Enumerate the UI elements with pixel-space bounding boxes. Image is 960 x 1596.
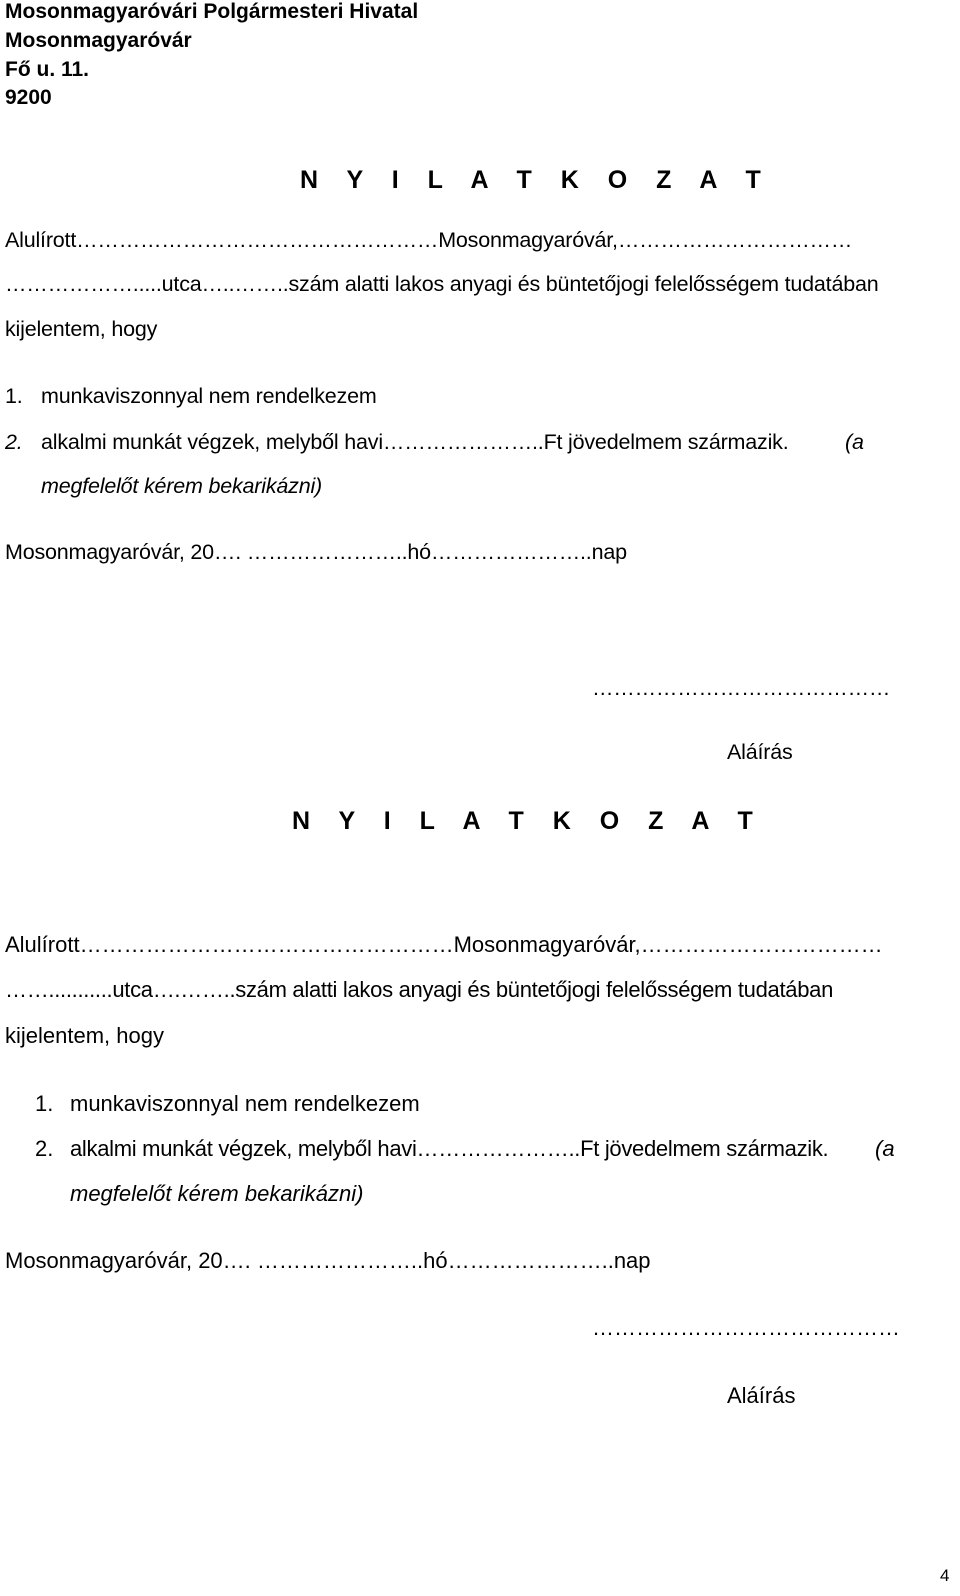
item-2-text: alkalmi munkát végzek, melyből havi…………………..Ft jövedelmem származik. — [70, 1136, 829, 1161]
item-2-text: alkalmi munkát végzek, melyből havi…………………..Ft jövedelmem származik. — [41, 430, 789, 454]
declarant-name-line: Alulírott……………………………………………Mosonmagyaróvár,…………………………… — [5, 932, 883, 957]
item-1-number: 1. — [5, 384, 23, 408]
declarant-statement-line: kijelentem, hogy — [5, 317, 158, 341]
item-1-number: 1. — [35, 1091, 54, 1116]
office-zip: 9200 — [5, 86, 52, 109]
signature-line: …………………………………… — [592, 676, 891, 700]
date-line: Mosonmagyaróvár, 20…. …………………..hó…………………..nap — [5, 540, 627, 564]
signature-label: Aláírás — [727, 1383, 796, 1408]
office-name: Mosonmagyaróvári Polgármesteri Hivatal — [5, 0, 419, 23]
signature-label: Aláírás — [727, 740, 793, 764]
declaration-title: N Y I L A T K O Z A T — [292, 807, 764, 835]
declaration-title: N Y I L A T K O Z A T — [300, 166, 772, 194]
office-city: Mosonmagyaróvár — [5, 29, 192, 52]
item-2-number: 2. — [5, 430, 23, 454]
item-2-note: (a — [875, 1136, 895, 1161]
declarant-address-line: ……...........utca….……..szám alatti lakos anyagi és büntetőjogi felelősségem tudatában — [5, 977, 834, 1002]
date-line: Mosonmagyaróvár, 20…. …………………..hó…………………..nap — [5, 1248, 651, 1273]
page-number: 4 — [940, 1566, 950, 1585]
declarant-address-line: ……………….....utca…..……..szám alatti lakos anyagi és büntetőjogi felelősségem tudatában — [5, 272, 879, 296]
declarant-name-line: Alulírott……………………………………………Mosonmagyaróvár,…………………………… — [5, 228, 853, 252]
item-2-note-continued: megfelelőt kérem bekarikázni) — [41, 474, 322, 498]
item-2-note-continued: megfelelőt kérem bekarikázni) — [70, 1181, 364, 1206]
item-2-note: (a — [845, 430, 864, 454]
item-1-text: munkaviszonnyal nem rendelkezem — [41, 384, 377, 408]
declarant-statement-line: kijelentem, hogy — [5, 1023, 164, 1048]
office-street: Fő u. 11. — [5, 58, 90, 81]
item-1-text: munkaviszonnyal nem rendelkezem — [70, 1091, 420, 1116]
signature-line: …………………………………… — [592, 1315, 900, 1340]
item-2-number: 2. — [35, 1136, 54, 1161]
